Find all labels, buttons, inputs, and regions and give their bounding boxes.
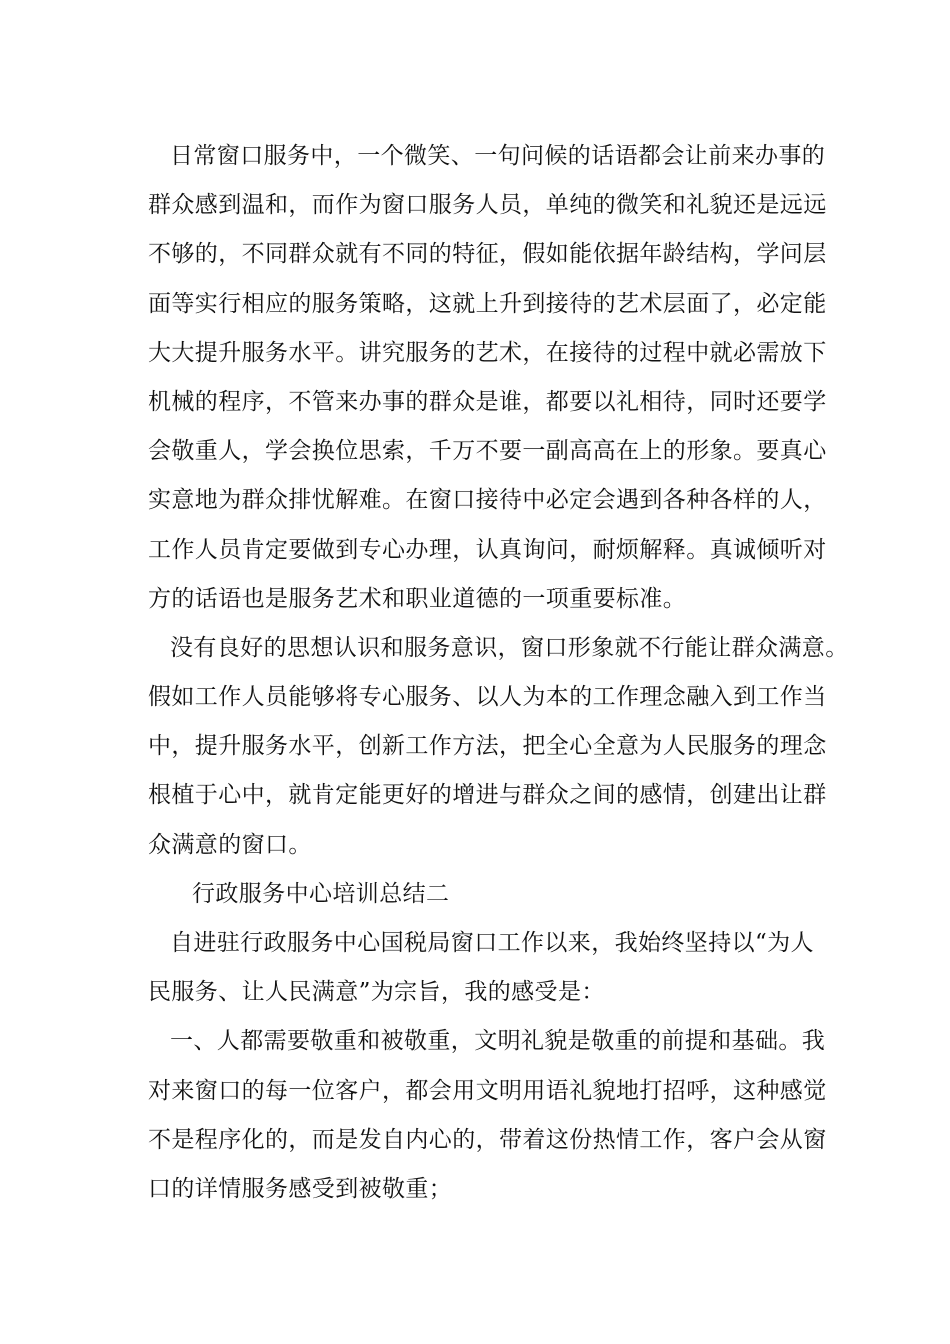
paragraph-1-line-1: 日常窗口服务中，一个微笑、一句问候的话语都会让前来办事的 [170, 143, 826, 169]
paragraph-2-line-1: 没有良好的思想认识和服务意识，窗口形象就不行能让群众满意。 [170, 634, 849, 661]
section-heading: 行政服务中心培训总结二 [192, 880, 450, 907]
paragraph-1-line-8: 实意地为群众排忧解难。在窗口接待中必定会遇到各种各样的人， [148, 487, 827, 514]
paragraph-2-line-3: 中，提升服务水平，创新工作方法，把全心全意为人民服务的理念 [148, 733, 827, 760]
paragraph-1-line-9: 工作人员肯定要做到专心办理，认真询问，耐烦解释。真诚倾听对 [148, 536, 827, 563]
paragraph-4-line-1: 一、人都需要敬重和被敬重，文明礼貌是敬重的前提和基础。我 [170, 1028, 826, 1055]
paragraph-3-line-1: 自进驻行政服务中心国税局窗口工作以来，我始终坚持以“为人 [170, 930, 814, 956]
paragraph-1-line-6: 机械的程序，不管来办事的群众是谁，都要以礼相待，同时还要学 [148, 388, 827, 415]
paragraph-2-line-2: 假如工作人员能够将专心服务、以人为本的工作理念融入到工作当 [148, 684, 827, 711]
paragraph-1-line-2: 群众感到温和，而作为窗口服务人员，单纯的微笑和礼貌还是远远 [148, 192, 827, 219]
paragraph-2-line-5: 众满意的窗口。 [148, 831, 312, 858]
document-body [148, 132, 849, 1214]
paragraph-1-line-5: 大大提升服务水平。讲究服务的艺术，在接待的过程中就必需放下 [148, 339, 827, 366]
paragraph-1-line-7: 会敬重人，学会换位思索，千万不要一副高高在上的形象。要真心 [148, 438, 827, 465]
paragraph-1-line-4: 面等实行相应的服务策略，这就上升到接待的艺术层面了，必定能 [148, 290, 827, 317]
paragraph-1-line-3: 不够的，不同群众就有不同的特征，假如能依据年龄结构，学问层 [148, 241, 827, 268]
paragraph-3-line-2: 民服务、让人民满意”为宗旨，我的感受是： [148, 979, 605, 1006]
paragraph-2-line-4: 根植于心中，就肯定能更好的增进与群众之间的感情，创建出让群 [148, 782, 827, 809]
paragraph-1-line-10: 方的话语也是服务艺术和职业道德的一项重要标准。 [148, 585, 687, 612]
paragraph-4-line-2: 对来窗口的每一位客户，都会用文明用语礼貌地打招呼，这种感觉 [148, 1077, 827, 1104]
paragraph-4-line-3: 不是程序化的，而是发自内心的，带着这份热情工作，客户会从窗 [148, 1126, 827, 1153]
paragraph-4-line-4: 口的详情服务感受到被敬重； [148, 1175, 453, 1202]
